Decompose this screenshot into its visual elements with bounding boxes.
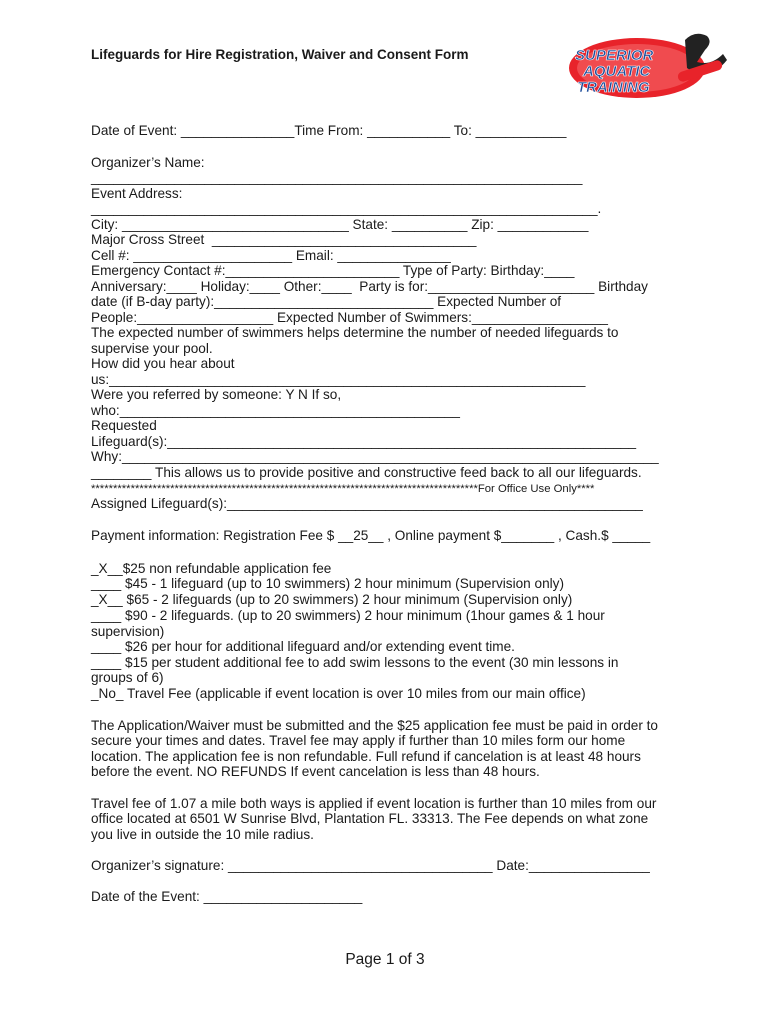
- organizer-name-blank: _________________________________________________________________: [91, 170, 583, 185]
- referred-line: Were you referred by someone: Y N If so,: [91, 387, 342, 402]
- waiver-paragraph-line-3: location. The application fee is non refundable. Full refund if cancelation is at least 48 hours: [91, 749, 641, 764]
- waiver-paragraph-line-1: The Application/Waiver must be submitted and the $25 application fee must be paid in order to: [91, 718, 658, 733]
- date-of-event-line: Date of Event: _______________Time From: ___________ To: ____________: [91, 123, 567, 138]
- superior-aquatic-training-logo: [565, 30, 735, 102]
- payment-info-line: Payment information: Registration Fee $ __25__ , Online payment $_______ , Cash.$ _____: [91, 528, 651, 543]
- logo-word-3: TRAINING: [577, 79, 650, 96]
- fee-option-application: _X__$25 non refundable application fee: [91, 561, 332, 576]
- referred-who-blank: who:_____________________________________________: [91, 403, 460, 418]
- emergency-contact-line: Emergency Contact #:_______________________ Type of Party: Birthday:____: [91, 263, 575, 278]
- birthday-date-line: date (if B-day party):_____________________________ Expected Number of: [91, 294, 562, 309]
- fee-option-65: _X__ $65 - 2 lifeguards (up to 20 swimmers) 2 hour minimum (Supervision only): [91, 592, 573, 607]
- city-state-zip-line: City: ______________________________ State: __________ Zip: ____________: [91, 217, 589, 232]
- requested-label: Requested: [91, 418, 157, 433]
- travel-fee-option: _No_ Travel Fee (applicable if event location is over 10 miles from our main office): [91, 686, 586, 701]
- why-blank: Why:_______________________________________________________________________: [91, 449, 659, 464]
- fee-option-26: ____ $26 per hour for additional lifeguard and/or extending event time.: [91, 639, 515, 654]
- office-use-divider: ****************************************************************************************For Office Use Only****: [91, 483, 595, 495]
- date-of-the-event-line: Date of the Event: _____________________: [91, 889, 363, 904]
- page-number: Page 1 of 3: [345, 951, 425, 968]
- signature-line: Organizer’s signature: ___________________________________ Date:________________: [91, 858, 650, 873]
- fee-option-90-cont: supervision): [91, 624, 165, 639]
- fee-option-15: ____ $15 per student additional fee to add swim lessons to the event (30 min lessons in: [91, 655, 619, 670]
- travel-paragraph-line-1: Travel fee of 1.07 a mile both ways is applied if event location is further than 10 miles from our: [91, 796, 657, 811]
- form-title: Lifeguards for Hire Registration, Waiver and Consent Form: [91, 47, 469, 62]
- event-address-blank: ___________________________________________________________________.: [91, 201, 602, 216]
- fee-option-15-cont: groups of 6): [91, 670, 164, 685]
- expected-people-line: People:__________________ Expected Number of Swimmers:__________________: [91, 310, 608, 325]
- logo-word-1: SUPERIOR: [575, 47, 654, 64]
- waiver-paragraph-line-2: secure your times and dates. Travel fee may apply if further than 10 miles form our home: [91, 733, 626, 748]
- fee-option-45: ____ $45 - 1 lifeguard (up to 10 swimmers) 2 hour minimum (Supervision only): [91, 576, 564, 591]
- hear-about-label: How did you hear about: [91, 356, 235, 371]
- logo-word-2: AQUATIC: [583, 63, 651, 80]
- organizer-name-label: Organizer’s Name:: [91, 155, 205, 170]
- cell-email-line: Cell #: _____________________ Email: _______________: [91, 248, 451, 263]
- party-type-line: Anniversary:____ Holiday:____ Other:____ Party is for:______________________ Birthday: [91, 279, 648, 294]
- swimmers-note-line-2: supervise your pool.: [91, 341, 213, 356]
- fee-option-90: ____ $90 - 2 lifeguards. (up to 20 swimmers) 2 hour minimum (1hour games & 1 hour: [91, 608, 605, 623]
- requested-lifeguards-blank: Lifeguard(s):______________________________________________________________: [91, 434, 637, 449]
- assigned-lifeguards-line: Assigned Lifeguard(s):_______________________________________________________: [91, 496, 643, 511]
- hear-about-blank: us:_______________________________________________________________: [91, 372, 586, 387]
- swimmers-note-line-1: The expected number of swimmers helps determine the number of needed lifeguards to: [91, 325, 619, 340]
- event-address-label: Event Address:: [91, 186, 183, 201]
- travel-paragraph-line-3: you live in outside the 10 mile radius.: [91, 827, 314, 842]
- cross-street-line: Major Cross Street ___________________________________: [91, 232, 477, 247]
- waiver-paragraph-line-4: before the event. NO REFUNDS If event cancelation is less than 48 hours.: [91, 764, 540, 779]
- travel-paragraph-line-2: office located at 6501 W Sunrise Blvd, Plantation FL. 33313. The Fee depends on what zone: [91, 811, 649, 826]
- feedback-note-line: ________ This allows us to provide positive and constructive feed back to all our lifeguards.: [91, 465, 642, 480]
